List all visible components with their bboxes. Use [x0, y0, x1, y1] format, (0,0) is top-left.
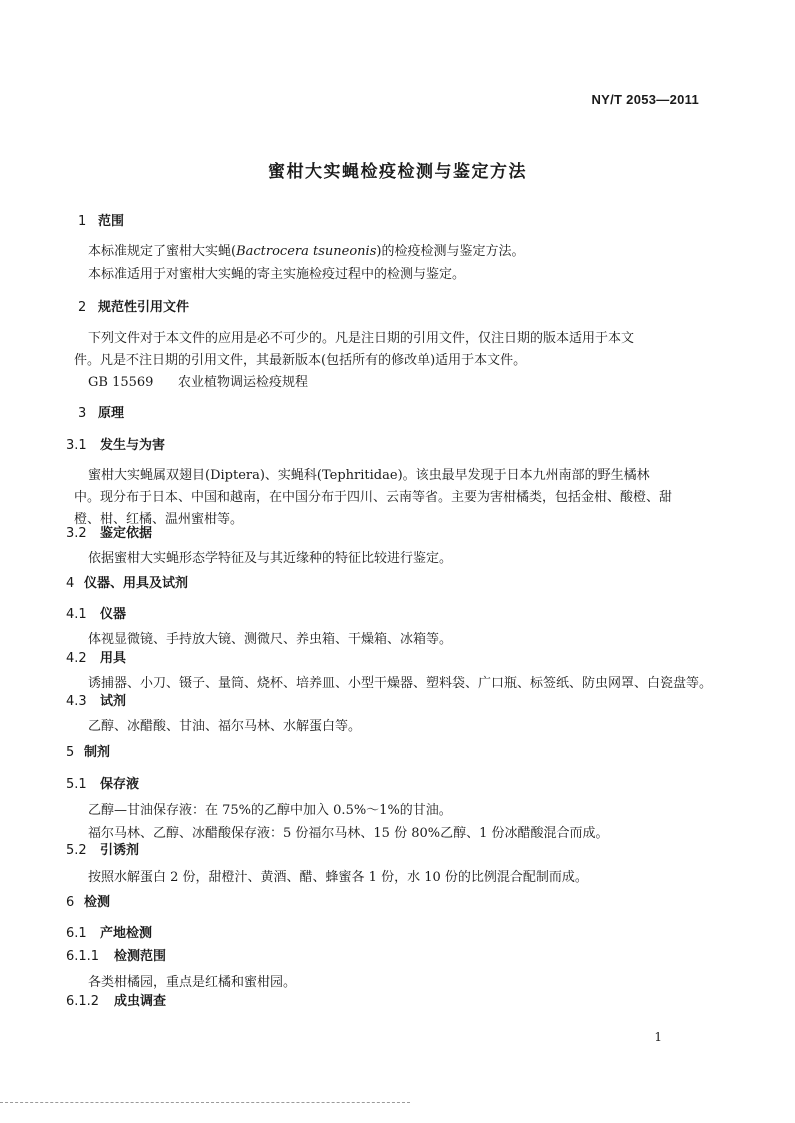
section-number: 3.1: [66, 438, 87, 453]
section-number: 6.1: [66, 926, 87, 941]
section-title: 发生与为害: [100, 438, 166, 453]
references-paragraph-line-2: 件。凡是不注日期的引用文件，其最新版本(包括所有的修改单)适用于本文件。: [74, 353, 527, 368]
section-number: 4.3: [66, 694, 87, 709]
section-6-heading: [66, 891, 110, 910]
reference-title: 农业植物调运检疫规程: [178, 375, 309, 390]
section-number: 2: [78, 300, 87, 315]
preservative-line-1: 乙醇—甘油保存液：在 75%的乙醇中加入 0.5%～1%的甘油。: [88, 803, 452, 818]
section-number: 3.2: [66, 526, 87, 541]
section-title: 成虫调查: [114, 994, 167, 1009]
section-6-1-2-heading: [66, 990, 166, 1009]
section-3-1-heading: [66, 434, 165, 453]
section-5-2-heading: [66, 839, 139, 858]
occurrence-line-1: 蜜柑大实蝇属双翅目(Diptera)、实蝇科(Tephritidae)。该虫最早发现于日本九州南部的野生橘林: [88, 468, 650, 483]
section-number: 4.1: [66, 607, 87, 622]
section-title: 保存液: [100, 777, 140, 792]
section-title: 范围: [98, 214, 125, 229]
section-title: 产地检测: [100, 926, 153, 941]
section-6-1-1-heading: [66, 945, 166, 964]
section-number: 5.2: [66, 843, 87, 858]
section-title: 规范性引用文件: [98, 300, 190, 315]
preservative-line-2: 福尔马林、乙醇、冰醋酸保存液：5 份福尔马林、15 份 80%乙醇、1 份冰醋酸混合而成。: [88, 826, 609, 841]
section-number: 6.1.2: [66, 994, 100, 1009]
instruments-line: 体视显微镜、手持放大镜、测微尺、养虫箱、干燥箱、冰箱等。: [88, 632, 453, 647]
section-number: 1: [78, 214, 87, 229]
section-title: 检测: [84, 895, 111, 910]
page-number: 1: [654, 1030, 662, 1044]
occurrence-line-3: 橙、柑、红橘、温州蜜柑等。: [74, 512, 244, 527]
tools-line: 诱捕器、小刀、镊子、量筒、烧杯、培养皿、小型干燥器、塑料袋、广口瓶、标签纸、防虫网罩、白瓷盘等。: [88, 676, 713, 691]
section-4-2-heading: [66, 647, 126, 666]
section-4-heading: [66, 572, 188, 591]
section-title: 检测范围: [114, 949, 167, 964]
section-title: 仪器: [100, 607, 127, 622]
section-4-1-heading: [66, 603, 126, 622]
section-number: 6.1.1: [66, 949, 100, 964]
section-3-2-heading: [66, 522, 152, 541]
latin-name: Bactrocera tsuneonis: [236, 244, 377, 259]
section-title: 制剂: [84, 745, 111, 760]
text-segment: )的检疫检测与鉴定方法。: [376, 244, 525, 259]
section-number: 6: [66, 895, 75, 910]
scope-paragraph-2: 本标准适用于对蜜柑大实蝇的寄主实施检疫过程中的检测与鉴定。: [88, 267, 466, 282]
text-segment: 本标准规定了蜜柑大实蝇(: [88, 244, 237, 259]
scope-paragraph-1: [88, 240, 524, 259]
reference-entry: [88, 371, 308, 390]
document-title: 蜜柑大实蝇检疫检测与鉴定方法: [268, 162, 527, 182]
section-number: 3: [78, 406, 87, 421]
section-title: 仪器、用具及试剂: [84, 576, 189, 591]
reagents-line: 乙醇、冰醋酸、甘油、福尔马林、水解蛋白等。: [88, 719, 362, 734]
section-title: 引诱剂: [100, 843, 140, 858]
references-paragraph-line-1: 下列文件对于本文件的应用是必不可少的。凡是注日期的引用文件，仅注日期的版本适用于本文: [88, 331, 635, 346]
section-number: 4.2: [66, 651, 87, 666]
section-number: 4: [66, 576, 75, 591]
section-number: 5: [66, 745, 75, 760]
standard-number: NY/T 2053—2011: [591, 92, 699, 107]
section-5-1-heading: [66, 773, 139, 792]
attractant-line: 按照水解蛋白 2 份，甜橙汁、黄酒、醋、蜂蜜各 1 份，水 10 份的比例混合配制而成。: [88, 870, 588, 885]
section-5-heading: [66, 741, 110, 760]
section-title: 用具: [100, 651, 127, 666]
section-4-3-heading: [66, 690, 126, 709]
section-number: 5.1: [66, 777, 87, 792]
section-6-1-heading: [66, 922, 152, 941]
section-title: 鉴定依据: [100, 526, 153, 541]
section-3-heading: [78, 402, 124, 421]
section-2-heading: [78, 296, 189, 315]
occurrence-line-2: 中。现分布于日本、中国和越南，在中国分布于四川、云南等省。主要为害柑橘类，包括金柑、酸橙、甜: [74, 490, 673, 505]
section-1-heading: [78, 210, 124, 229]
scan-edge-line: [0, 1102, 410, 1103]
section-title: 试剂: [100, 694, 127, 709]
detection-scope-line: 各类柑橘园，重点是红橘和蜜柑园。: [88, 975, 297, 990]
identification-basis-line: 依据蜜柑大实蝇形态学特征及与其近缘种的特征比较进行鉴定。: [88, 551, 453, 566]
reference-code: GB 15569: [88, 375, 154, 390]
section-title: 原理: [98, 406, 125, 421]
